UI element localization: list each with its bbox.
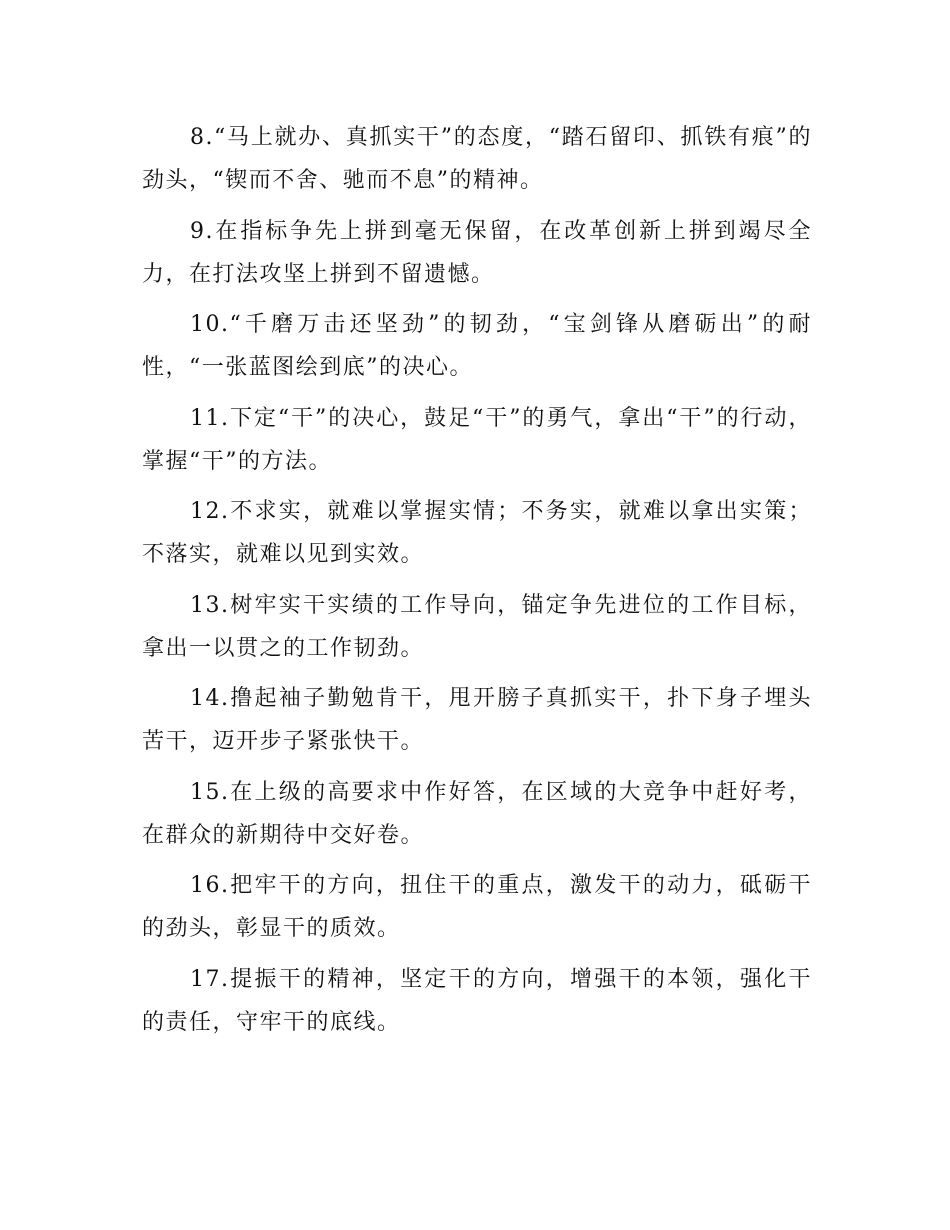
paragraph-17: 17.提振干的精神，坚定干的方向，增强干的本领，强化干的责任，守牢干的底线。 [142, 966, 812, 1035]
paragraph-14: 14.撸起袖子勤勉肯干，甩开膀子真抓实干，扑下身子埋头苦干，迈开步子紧张快干。 [142, 686, 812, 754]
paragraph-8: 8.“马上就办、真抓实干”的态度，“踏石留印、抓铁有痕”的劲头，“锲而不舍、驰而不息”的精神。 [142, 125, 812, 193]
paragraph-10: 10.“千磨万击还坚劲”的韧劲，“宝剑锋从磨砺出”的耐性，“一张蓝图绘到底”的决心。 [142, 312, 812, 380]
paragraph-13: 13.树牢实干实绩的工作导向，锚定争先进位的工作目标，拿出一以贯之的工作韧劲。 [142, 592, 812, 661]
paragraph-9: 9.在指标争先上拼到毫无保留，在改革创新上拼到竭尽全力，在打法攻坚上拼到不留遗憾。 [142, 218, 812, 287]
paragraph-11: 11.下定“干”的决心，鼓足“干”的勇气，拿出“干”的行动，掌握“干”的方法。 [142, 405, 812, 474]
paragraph-15: 15.在上级的高要求中作好答，在区域的大竞争中赶好考，在群众的新期待中交好卷。 [142, 779, 812, 848]
paragraph-12: 12.不求实，就难以掌握实情；不务实，就难以拿出实策；不落实，就难以见到实效。 [142, 499, 812, 567]
document-body [142, 116, 812, 1051]
paragraph-16: 16.把牢干的方向，扭住干的重点，激发干的动力，砥砺干的劲头，彰显干的质效。 [142, 873, 812, 941]
